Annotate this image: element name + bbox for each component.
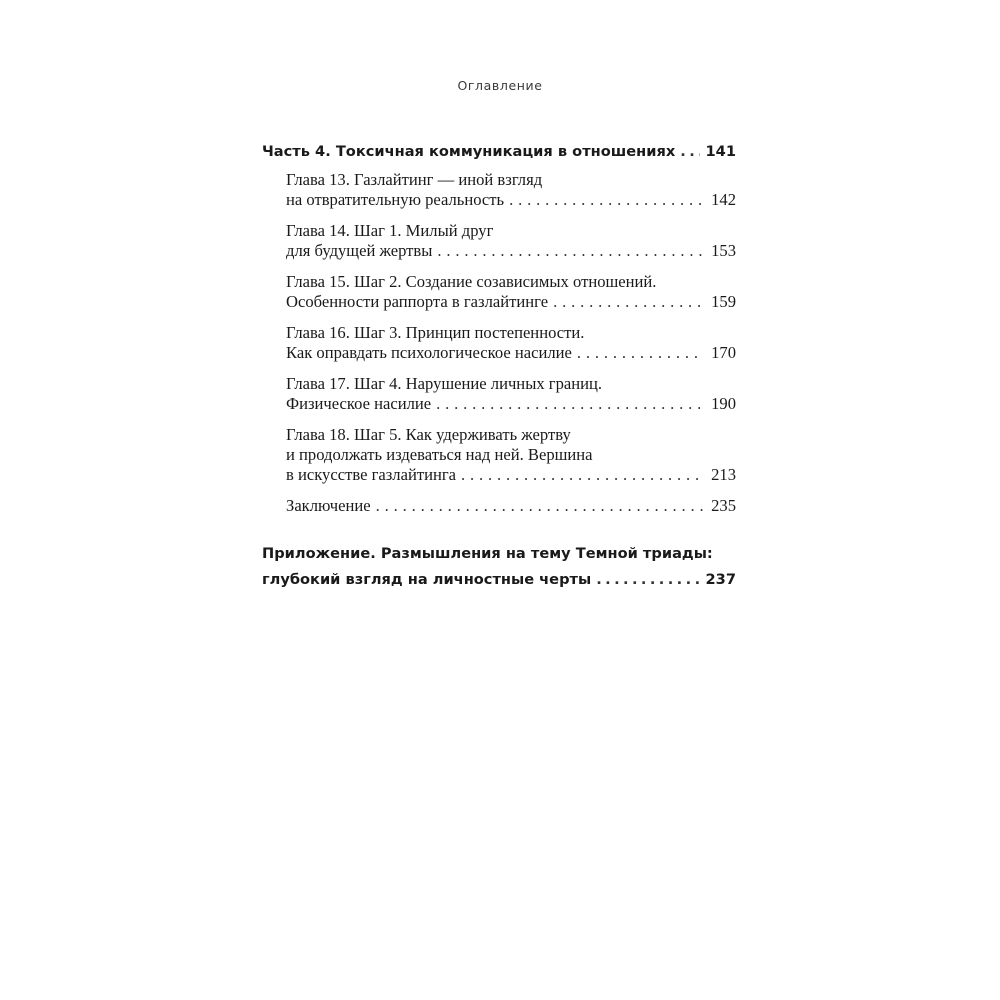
table-of-contents <box>262 139 736 593</box>
toc-conclusion <box>286 496 736 516</box>
toc-chapter-18 <box>286 425 736 485</box>
running-head: Оглавление <box>457 78 543 93</box>
toc-entry-row <box>286 465 736 485</box>
chapter-title-line: Заключение <box>286 496 371 515</box>
page-number: 190 <box>711 394 736 413</box>
dot-leader <box>680 139 699 165</box>
toc-entry-row <box>262 139 736 165</box>
chapter-title-line: Особенности раппорта в газлайтинге <box>286 292 549 311</box>
toc-entry-row <box>262 567 736 593</box>
dot-leader <box>553 292 704 312</box>
dot-leader <box>437 241 704 261</box>
part-title: Часть 4. Токсичная коммуникация в отношениях <box>262 143 676 160</box>
chapter-title-line: для будущей жертвы <box>286 241 433 260</box>
page-number: 213 <box>711 465 736 484</box>
page-number: 235 <box>711 496 736 515</box>
chapter-title-line: Физическое насилие <box>286 394 432 413</box>
chapter-title-line: Глава 14. Шаг 1. Милый друг <box>286 221 494 240</box>
toc-appendix <box>262 541 736 593</box>
page-number: 153 <box>711 241 736 260</box>
dot-leader <box>376 496 704 516</box>
chapter-list <box>262 170 736 516</box>
dot-leader <box>461 465 704 485</box>
toc-entry-row <box>286 292 736 312</box>
page-number: 170 <box>711 343 736 362</box>
chapter-title-line: Как оправдать психологическое насилие <box>286 343 572 362</box>
toc-part-4 <box>262 139 736 165</box>
chapter-title-line: на отвратительную реальность <box>286 190 505 209</box>
toc-chapter-15 <box>286 272 736 312</box>
chapter-title-line: Глава 13. Газлайтинг — иной взгляд <box>286 170 543 189</box>
page-number: 159 <box>711 292 736 311</box>
dot-leader <box>577 343 704 363</box>
dot-leader <box>596 567 699 593</box>
toc-chapter-17 <box>286 374 736 414</box>
toc-entry-row <box>286 241 736 261</box>
page-number: 141 <box>705 143 736 160</box>
toc-entry-row <box>286 394 736 414</box>
appendix-title-line: Приложение. Размышления на тему Темной триады: <box>262 545 713 562</box>
toc-chapter-16 <box>286 323 736 363</box>
page-number: 142 <box>711 190 736 209</box>
toc-entry-row <box>286 496 736 516</box>
chapter-title-line: Глава 16. Шаг 3. Принцип постепенности. <box>286 323 585 342</box>
toc-chapter-13 <box>286 170 736 210</box>
appendix-title-line: глубокий взгляд на личностные черты <box>262 571 592 588</box>
chapter-title-line: и продолжать издеваться над ней. Вершина <box>286 445 593 464</box>
chapter-title-line: в искусстве газлайтинга <box>286 465 457 484</box>
toc-chapter-14 <box>286 221 736 261</box>
toc-entry-row <box>286 343 736 363</box>
toc-entry-row <box>286 190 736 210</box>
page-number: 237 <box>705 571 736 588</box>
chapter-title-line: Глава 17. Шаг 4. Нарушение личных границ. <box>286 374 603 393</box>
chapter-title-line: Глава 18. Шаг 5. Как удерживать жертву <box>286 425 571 444</box>
chapter-title-line: Глава 15. Шаг 2. Создание созависимых отношений. <box>286 272 657 291</box>
dot-leader <box>509 190 704 210</box>
dot-leader <box>436 394 704 414</box>
